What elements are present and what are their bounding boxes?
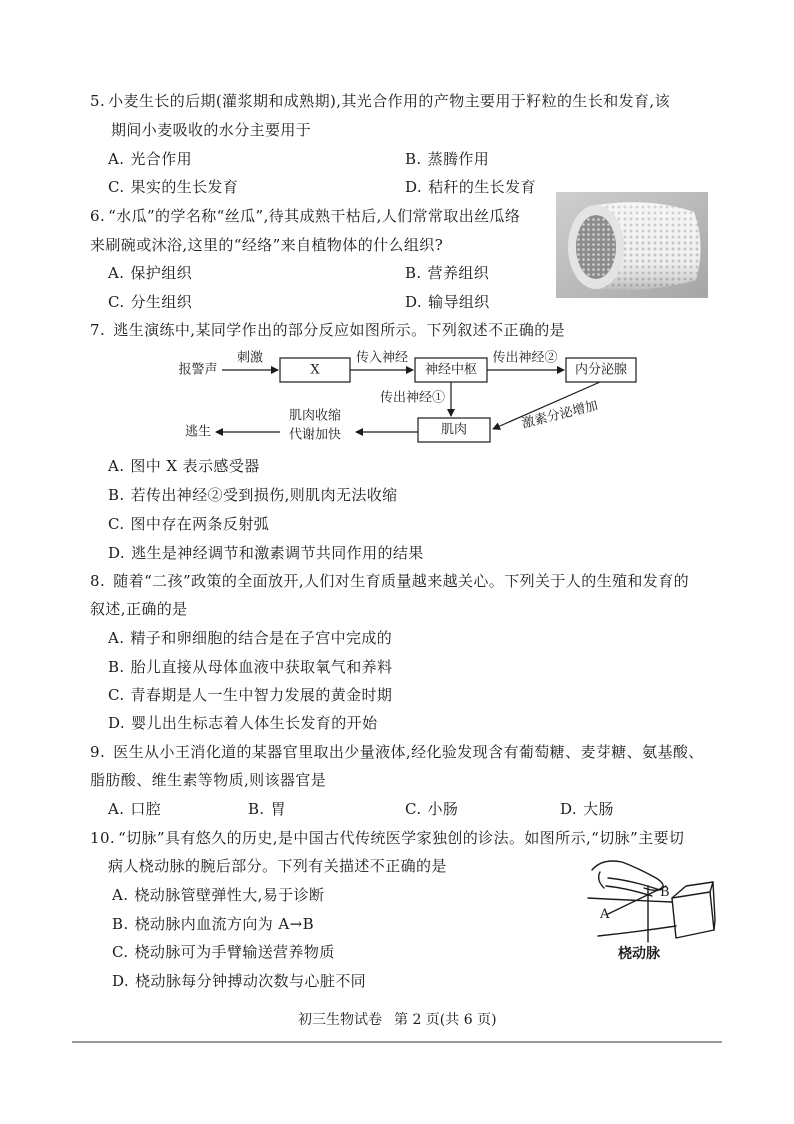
finger-1 xyxy=(608,878,660,890)
q8-option-a: A. 精子和卵细胞的结合是在子宫中完成的 xyxy=(108,629,393,647)
thumb xyxy=(599,872,604,888)
stimulus-label: 刺激 xyxy=(236,350,264,366)
q10-option-b: B. 桡动脉内血流方向为 A→B xyxy=(112,915,314,933)
q10-option-a: A. 桡动脉管壁弹性大,易于诊断 xyxy=(112,886,325,904)
effect-line-2: 代谢加快 xyxy=(288,427,342,443)
q6-option-b: B. 营养组织 xyxy=(405,264,490,282)
loofah-cross-section xyxy=(576,215,616,279)
q6-stem-line-2: 来刷碗或沐浴,这里的“经络”来自植物体的什么组织? xyxy=(90,236,444,254)
q6-option-a: A. 保护组织 xyxy=(108,264,193,282)
q9-number: 9. xyxy=(90,743,106,761)
footer-title: 初三生物试卷 xyxy=(298,1012,382,1028)
q10-stem-line-1 xyxy=(90,828,684,848)
q6-stem-line-1 xyxy=(90,206,520,226)
q7-number: 7. xyxy=(90,321,106,339)
q10-stem-text: “切脉”具有悠久的历史,是中国古代传统医学家独创的诊法。如图所示,“切脉”主要切 xyxy=(118,829,685,847)
efferent-2-label: 传出神经② xyxy=(492,350,558,366)
q5-stem-text: 小麦生长的后期(灌浆期和成熟期),其光合作用的产物主要用于籽粒的生长和发育,该 xyxy=(108,92,670,110)
q9-stem-text: 医生从小王消化道的某器官里取出少量液体,经化验发现含有葡萄糖、麦芽糖、氨基酸、 xyxy=(113,743,704,761)
efferent-1-label: 传出神经① xyxy=(379,390,445,406)
label-a: A xyxy=(600,907,610,922)
q6-stem-text: “水瓜”的学名称“丝瓜”,待其成熟干枯后,人们常常取出丝瓜络 xyxy=(108,207,521,225)
finger-2 xyxy=(606,886,652,896)
q9-option-c: C. 小肠 xyxy=(405,800,459,818)
q5-number: 5. xyxy=(90,92,106,110)
q10-option-d: D. 桡动脉每分钟搏动次数与心脏不同 xyxy=(112,972,367,990)
pulse-taking-figure xyxy=(586,856,716,946)
forearm-lower-edge xyxy=(598,926,676,936)
escape-label: 逃生 xyxy=(184,424,212,440)
footer-divider xyxy=(72,1041,722,1043)
label-b: B xyxy=(660,885,670,900)
loofah-photo xyxy=(556,192,708,298)
q5-option-b: B. 蒸腾作用 xyxy=(405,150,490,168)
q10-stem-line-2: 病人桡动脉的腕后部分。下列有关描述不正确的是 xyxy=(108,857,447,875)
reflex-diagram xyxy=(160,345,650,450)
afferent-label: 传入神经 xyxy=(355,350,409,366)
q7-option-c: C. 图中存在两条反射弧 xyxy=(108,515,270,533)
effect-line-1: 肌肉收缩 xyxy=(288,408,342,424)
wrist-pillow-front xyxy=(672,892,714,938)
q7-option-b: B. 若传出神经②受到损伤,则肌肉无法收缩 xyxy=(108,486,398,504)
q9-option-b: B. 胃 xyxy=(248,800,286,818)
q7-option-a: A. 图中 X 表示感受器 xyxy=(108,457,260,475)
q6-option-c: C. 分生组织 xyxy=(108,293,193,311)
q10-number: 10. xyxy=(90,829,116,847)
q8-stem-line-2: 叙述,正确的是 xyxy=(90,600,188,618)
q8-stem-text: 随着“二孩”政策的全面放开,人们对生育质量越来越关心。下列关于人的生殖和发育的 xyxy=(113,572,690,590)
q8-option-b: B. 胎儿直接从母体血液中获取氧气和养料 xyxy=(108,658,393,676)
nerve-center-label: 神经中枢 xyxy=(424,362,478,378)
receptor-label: X xyxy=(310,362,320,378)
q8-option-d: D. 婴儿出生标志着人体生长发育的开始 xyxy=(108,714,378,732)
q5-stem-line-1 xyxy=(90,91,670,111)
q9-option-d: D. 大肠 xyxy=(560,800,614,818)
q7-option-d: D. 逃生是神经调节和激素调节共同作用的结果 xyxy=(108,544,424,562)
q7-stem-text: 逃生演练中,某同学作出的部分反应如图所示。下列叙述不正确的是 xyxy=(113,321,566,339)
q8-stem-line-1 xyxy=(90,571,689,591)
muscle-label: 肌肉 xyxy=(440,422,468,438)
footer-page-number: 第 2 页(共 6 页) xyxy=(394,1012,497,1028)
q9-stem-line-1 xyxy=(90,742,704,762)
figure-caption: 桡动脉 xyxy=(618,946,660,962)
q5-option-d: D. 秸秆的生长发育 xyxy=(405,178,536,196)
q5-option-c: C. 果实的生长发育 xyxy=(108,178,239,196)
q6-option-d: D. 输导组织 xyxy=(405,293,490,311)
wrist-pillow-top xyxy=(672,882,713,898)
hormone-label: 激素分泌增加 xyxy=(520,398,600,432)
alarm-label: 报警声 xyxy=(178,362,218,378)
q5-option-a: A. 光合作用 xyxy=(108,150,193,168)
q6-number: 6. xyxy=(90,207,106,225)
q9-option-a: A. 口腔 xyxy=(108,800,162,818)
page-footer xyxy=(298,1010,497,1030)
q8-number: 8. xyxy=(90,572,106,590)
q5-stem-line-2: 期间小麦吸收的水分主要用于 xyxy=(111,121,312,139)
q9-stem-line-2: 脂肪酸、维生素等物质,则该器官是 xyxy=(90,771,327,789)
q7-stem-line-1 xyxy=(90,320,565,340)
q8-option-c: C. 青春期是人一生中智力发展的黄金时期 xyxy=(108,686,393,704)
q10-option-c: C. 桡动脉可为手臂输送营养物质 xyxy=(112,943,335,961)
gland-label: 内分泌腺 xyxy=(574,362,628,378)
